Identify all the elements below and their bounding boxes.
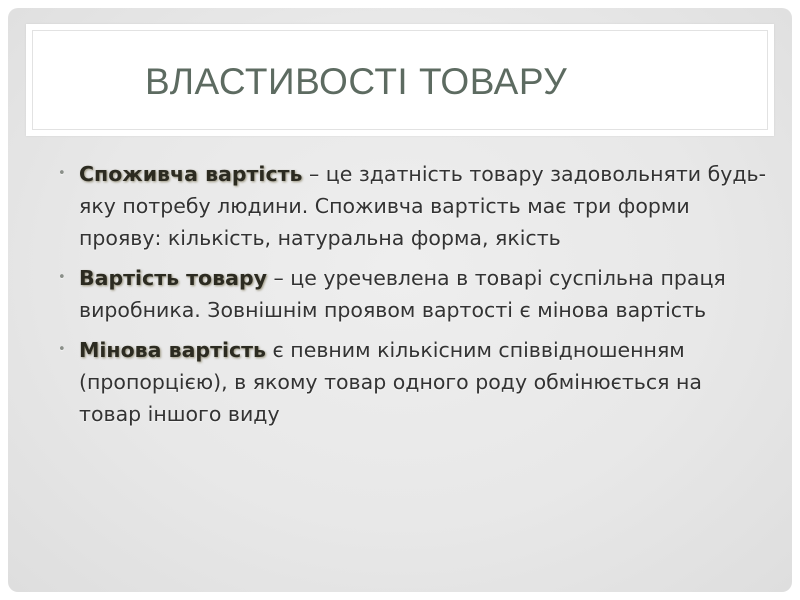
bullet-dot-icon: • [58, 270, 66, 285]
bullet-dot-icon: • [58, 166, 66, 181]
bullet-term: Вартість товару [79, 266, 267, 290]
slide-title: ВЛАСТИВОСТІ ТОВАРУ [145, 61, 568, 102]
bullet-dot-icon: • [58, 342, 66, 357]
bullet-item-3 [58, 334, 768, 430]
bullet-item-2 [58, 262, 768, 326]
bullet-item-1 [58, 158, 768, 254]
bullet-list [58, 158, 768, 438]
bullet-text: є певним кількісним співвідношенням (пропорцією), в якому товар одного роду обмінюється на товар іншого виду [79, 338, 702, 426]
bullet-text: – це здатність товару задовольняти будь-яку потребу людини. Споживча вартість має три форми прояву: кількість, натуральна форма, якість [79, 162, 767, 250]
bullet-term: Споживча вартість [79, 162, 303, 186]
bullet-text: – це уречевлена в товарі суспільна праця виробника. Зовнішнім проявом вартості є мінова вартість [79, 266, 726, 322]
bullet-term: Мінова вартість [79, 338, 267, 362]
